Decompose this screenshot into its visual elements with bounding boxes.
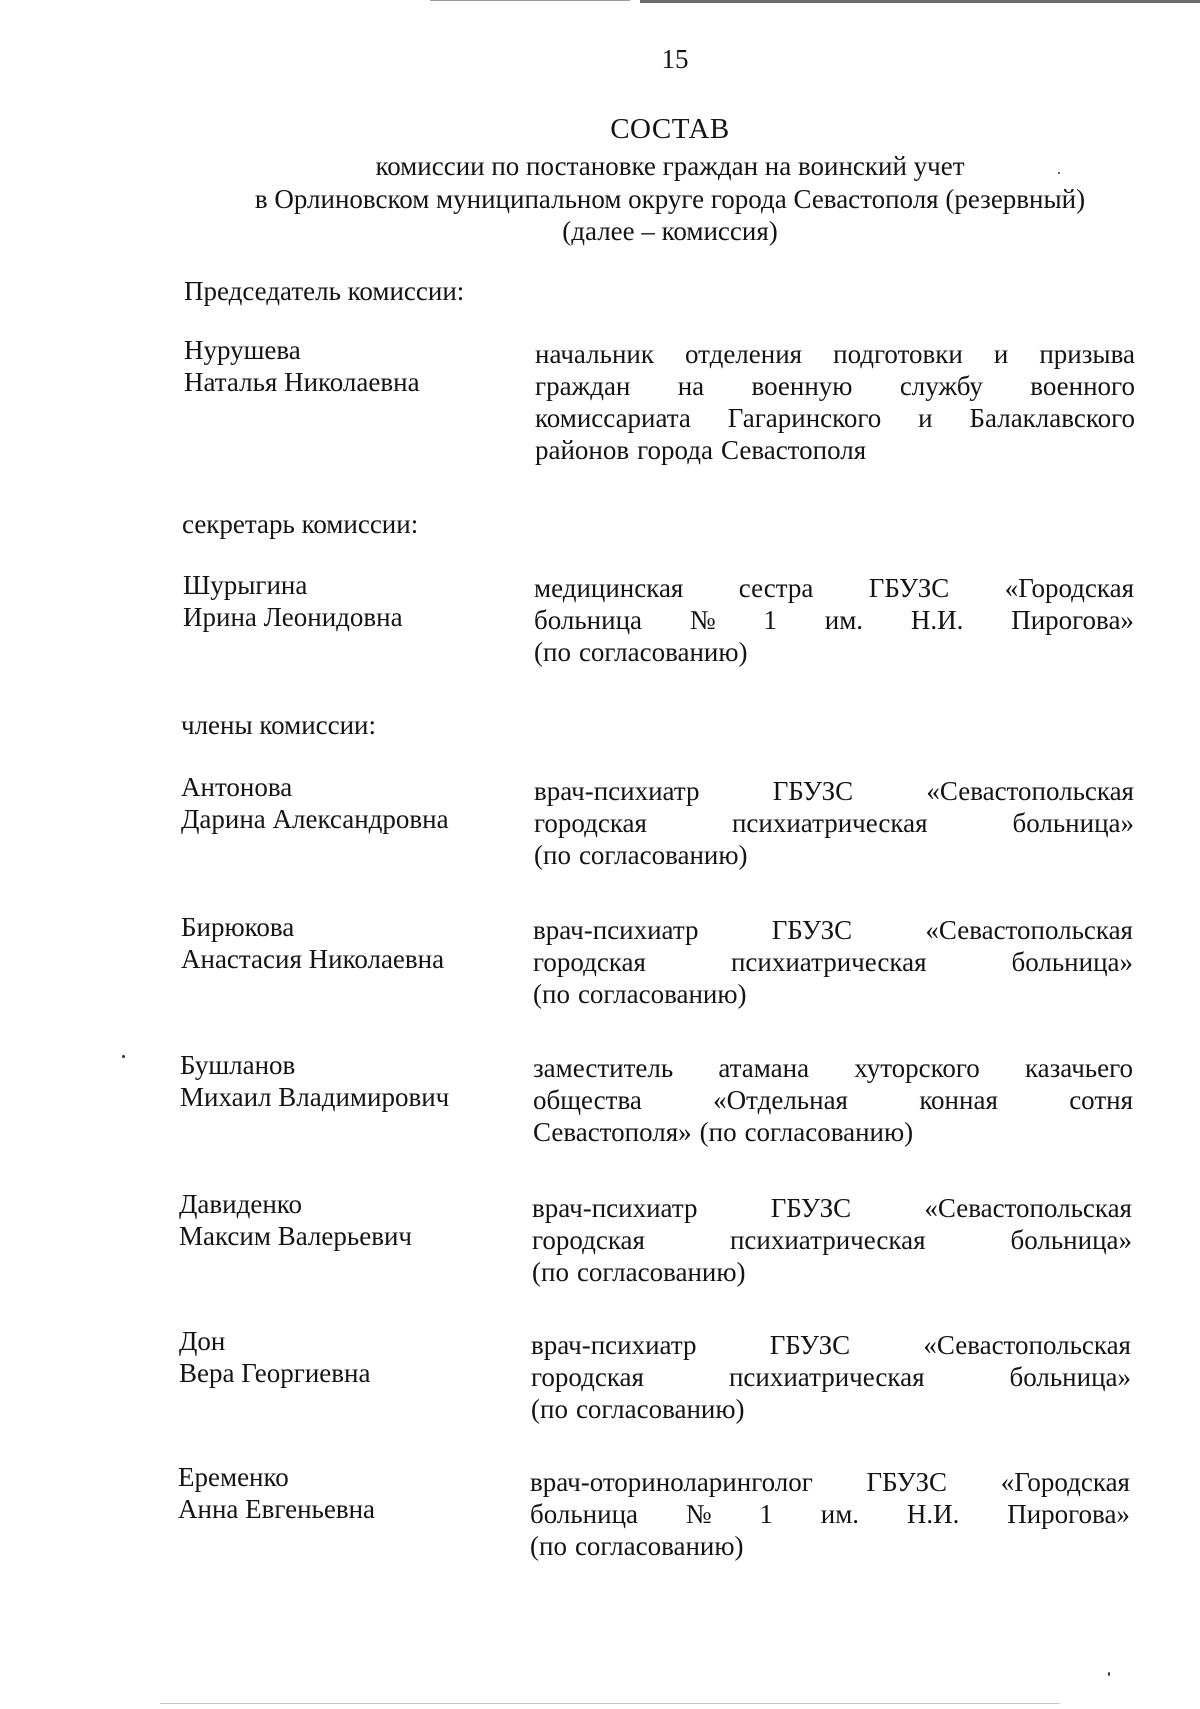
member-position-word: согласованию) [578,637,748,667]
member-position-word: Н.И. [906,1499,960,1529]
member-name [180,1049,449,1113]
member-position-word: «Городская [1004,573,1134,603]
member-position-word: «Городская [1000,1467,1130,1497]
member-position-word: отделения [685,339,803,369]
member-position [531,1329,1131,1425]
member-position [534,572,1134,668]
document-subtitle-line-2: в Орлиновском муниципальном округе города Севастополя (резервный) [254,184,1086,214]
member-position-line [535,370,1135,402]
scan-edge-top [640,0,1200,3]
member-position-line [533,946,1133,978]
member-position-line [533,1052,1133,1084]
member-position-word: Севастополя [721,435,867,465]
member-position-line [533,978,1133,1010]
member-given-names: Максим Валерьевич [179,1221,412,1251]
member-position-word: военного [1030,371,1135,401]
member-position-line [533,1084,1133,1116]
member-position [534,775,1134,871]
member-position-word: больница» [1009,1362,1131,1392]
scan-edge-bottom [160,1703,1060,1704]
member-position-line [534,807,1134,839]
member-position-word: ГБУЗС [769,1330,851,1360]
member-position-word: комиссариата [535,403,691,433]
member-position-word: № [689,605,716,635]
member-surname: Нурушева [184,335,301,365]
member-surname: Еременко [178,1462,289,1492]
member-position-word: больница» [1011,947,1133,977]
member-position-line [534,636,1134,668]
member-position [535,338,1135,466]
member-position-word: «Севастопольская [925,915,1133,945]
member-position-word: подготовки [833,339,963,369]
member-position-word: Севастополя» [533,1117,692,1147]
member-position-word: психиатрическая [729,1225,926,1255]
member-position-word: начальник [535,339,654,369]
member-position-word: Пирогова» [1011,605,1134,635]
member-position-word: больница [534,605,642,635]
member-position-word: (по [532,1257,569,1287]
member-position-line [530,1466,1130,1498]
member-position-word: (по [534,840,571,870]
member-name [184,334,420,398]
member-position-line [535,434,1135,466]
member-position-line [534,775,1134,807]
members-section-label: члены комиссии: [181,710,377,740]
member-name [178,1461,375,1525]
member-position-word: ГБУЗС [770,1193,852,1223]
member-surname: Давиденко [179,1189,303,1219]
member-position-word: Пирогова» [1007,1499,1130,1529]
member-surname: Дон [179,1326,226,1356]
member-position-line [535,402,1135,434]
member-position-line [534,604,1134,636]
member-position-word: «Отдельная [713,1085,848,1115]
member-position-word: конная [919,1085,998,1115]
member-position-word: согласованию) [575,1394,745,1424]
member-position-word: им. [824,605,864,635]
member-position-word: общества [533,1085,642,1115]
page-number: 15 [661,44,689,74]
member-position-word: больница» [1010,1225,1132,1255]
member-position-word: городская [531,1362,644,1392]
scan-edge-top-faint [430,0,630,1]
member-position-word: городская [532,1225,645,1255]
member-given-names: Дарина Александровна [181,804,449,834]
document-title: СОСТАВ [610,113,730,145]
member-given-names: Ирина Леонидовна [183,602,403,632]
member-position-word: врач-психиатр [531,1330,697,1360]
member-position-line [532,1192,1132,1224]
member-position-word: (по [534,637,571,667]
member-given-names: Анна Евгеньевна [178,1494,376,1524]
member-given-names: Анастасия Николаевна [181,944,445,974]
member-position-word: медицинская [534,573,684,603]
member-position-word: военную [751,371,853,401]
member-position-line [533,914,1133,946]
member-position [533,1052,1133,1148]
member-position-line [531,1361,1131,1393]
member-position-line [535,338,1135,370]
member-position-word: ГБУЗС [772,776,854,806]
member-position-word: хуторского [854,1053,980,1083]
member-position-word: городская [533,947,646,977]
member-position-line [534,839,1134,871]
member-position [533,914,1133,1010]
member-position-word: «Севастопольская [926,776,1134,806]
member-name [183,569,403,633]
member-position-word: согласованию) [744,1117,914,1147]
member-position-word: психиатрическая [730,947,927,977]
document-subtitle-line-1: комиссии по постановке граждан на воинский учет [375,151,965,181]
member-position-line [534,572,1134,604]
member-position-line [530,1530,1130,1562]
member-position-word: призыва [1039,339,1135,369]
member-position-word: и [993,339,1009,369]
member-position-word: 1 [763,605,777,635]
member-position-line [533,1116,1133,1148]
scan-speck [1108,1672,1110,1676]
member-position-word: «Севастопольская [923,1330,1131,1360]
member-position-word: № [685,1499,712,1529]
member-position-word: города [637,435,713,465]
member-position-word: им. [820,1499,860,1529]
member-position [532,1192,1132,1288]
member-position-word: Гагаринского [727,403,882,433]
member-position-word: ГБУЗС [866,1467,947,1497]
member-position-word: психиатрическая [731,808,928,838]
member-surname: Антонова [181,772,293,802]
member-position-line [532,1224,1132,1256]
member-position [530,1466,1130,1562]
member-position-word: ГБУЗС [868,573,950,603]
member-surname: Шурыгина [183,570,308,600]
member-position-word: и [918,403,933,433]
member-position-word: казачьего [1024,1053,1133,1083]
member-name [181,911,444,975]
member-position-word: согласованию) [578,840,748,870]
member-given-names: Наталья Николаевна [184,367,420,397]
member-position-word: согласованию) [574,1531,744,1561]
member-name [179,1325,370,1389]
member-given-names: Михаил Владимирович [180,1082,450,1112]
member-position-word: граждан [535,371,631,401]
member-position-word: больница» [1012,808,1134,838]
member-position-word: «Севастопольская [924,1193,1132,1223]
member-position-word: службу [899,371,983,401]
member-position-word: врач-психиатр [534,776,700,806]
member-position-line [532,1256,1132,1288]
member-name [181,771,449,835]
member-position-word: 1 [759,1499,773,1529]
member-position-word: атамана [718,1053,810,1083]
member-surname: Бирюкова [181,912,295,942]
member-surname: Бушланов [180,1050,296,1080]
member-name [179,1188,412,1252]
scan-speck [1058,172,1060,174]
member-position-word: районов [535,435,630,465]
member-position-line [530,1498,1130,1530]
member-position-word: психиатрическая [728,1362,925,1392]
member-given-names: Вера Георгиевна [179,1358,371,1388]
member-position-word: (по [531,1394,568,1424]
member-position-line [531,1329,1131,1361]
scan-speck [122,1055,125,1058]
member-position-word: (по [530,1531,567,1561]
member-position-word: согласованию) [577,979,747,1009]
member-position-line [531,1393,1131,1425]
member-position-word: ГБУЗС [771,915,853,945]
member-position-word: сотня [1069,1085,1133,1115]
member-position-word: заместитель [533,1053,674,1083]
member-position-word: Н.И. [910,605,964,635]
member-position-word: сестра [738,573,814,603]
chairman-section-label: Председатель комиссии: [184,276,465,306]
member-position-word: городская [534,808,647,838]
member-position-word: (по [699,1117,737,1147]
member-position-word: больница [530,1499,638,1529]
member-position-word: врач-оториноларинголог [530,1467,813,1497]
document-subtitle-line-3: (далее – комиссия) [562,216,778,246]
member-position-word: (по [533,979,570,1009]
member-position-word: врач-психиатр [533,915,699,945]
secretary-section-label: секретарь комиссии: [182,509,419,539]
member-position-word: согласованию) [576,1257,746,1287]
member-position-word: Балаклавского [969,403,1135,433]
member-position-word: на [677,371,705,401]
member-position-word: врач-психиатр [532,1193,698,1223]
